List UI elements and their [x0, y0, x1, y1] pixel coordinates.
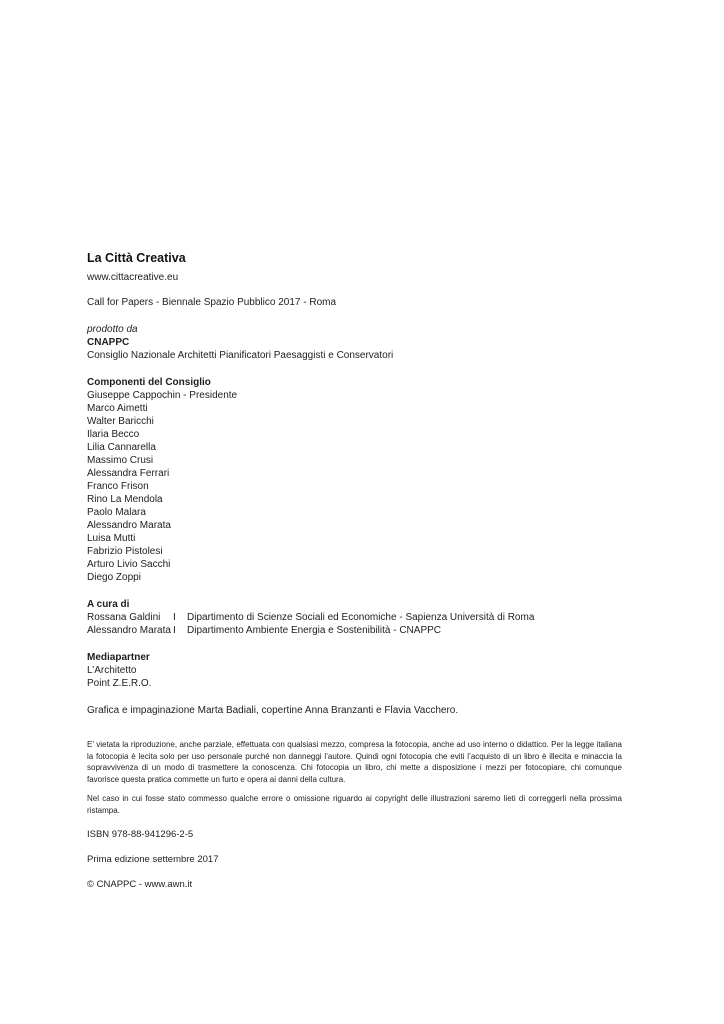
curator-affiliation: Dipartimento Ambiente Energia e Sostenibilità - CNAPPC [187, 625, 442, 636]
curator-separator: I [173, 612, 176, 623]
council-heading: Componenti del Consiglio [87, 377, 211, 388]
media-heading: Mediapartner [87, 652, 150, 663]
council-member: Marco Aimetti [87, 403, 148, 414]
curator-row [87, 611, 647, 624]
copyright-line: © CNAPPC - www.awn.it [87, 879, 193, 890]
curator-affiliation: Dipartimento di Scienze Sociali ed Economiche - Sapienza Università di Roma [187, 612, 535, 623]
council-member: Massimo Crusi [87, 455, 154, 466]
copyright-notice: E’ vietata la riproduzione, anche parziale, effettuata con qualsiasi mezzo, compresa la fotocopia, anche ad uso interno o didattico. Per la legge italiana la fotocopia è lecita solo per uso personale purché non danneggi l’autore. Quindi ogni fotocopia che eviti l’acquisto di un libro è illecita e minaccia la sopravvivenza di un modo di trasmettere la conoscenza. Chi fotocopia un libro, chi mette a disposizione i mezzi per fotocopiare, chi comunque favorisce questa pratica commette un furto e opera ai danni della cultura. [87, 740, 622, 784]
council-member: Rino La Mendola [87, 494, 163, 505]
council-member: Walter Baricchi [87, 416, 154, 427]
council-member: Diego Zoppi [87, 572, 141, 583]
media-partner: Point Z.E.R.O. [87, 678, 152, 689]
book-url: www.cittacreative.eu [87, 272, 179, 283]
producer-label: prodotto da [87, 324, 138, 335]
council-member: Arturo Livio Sacchi [87, 559, 171, 570]
edition: Prima edizione settembre 2017 [87, 854, 219, 865]
errata-notice: Nel caso in cui fosse stato commesso qualche errore o omissione riguardo ai copyright delle illustrazioni saremo lieti di correggerli nella prossima ristampa. [87, 794, 622, 815]
curator-name: Rossana Galdini [87, 612, 161, 623]
producer-full-name: Consiglio Nazionale Architetti Pianificatori Paesaggisti e Conservatori [87, 350, 394, 361]
council-member: Luisa Mutti [87, 533, 136, 544]
curators-heading: A cura di [87, 599, 130, 610]
curator-separator: I [173, 625, 176, 636]
council-member: Alessandro Marata [87, 520, 171, 531]
council-member: Franco Frison [87, 481, 149, 492]
council-member: Lilia Cannarella [87, 442, 156, 453]
media-partner: L’Architetto [87, 665, 137, 676]
curators-list [87, 611, 647, 637]
isbn: ISBN 978-88-941296-2-5 [87, 829, 194, 840]
curator-row [87, 624, 647, 637]
council-member: Paolo Malara [87, 507, 146, 518]
council-member: Ilaria Becco [87, 429, 140, 440]
book-title: La Città Creativa [87, 251, 186, 265]
book-subtitle: Call for Papers - Biennale Spazio Pubblico 2017 - Roma [87, 297, 337, 308]
graphics-credit: Grafica e impaginazione Marta Badiali, copertine Anna Branzanti e Flavia Vacchero. [87, 705, 459, 716]
council-member: Giuseppe Cappochin - Presidente [87, 390, 238, 401]
producer-acronym: CNAPPC [87, 337, 130, 348]
council-member: Fabrizio Pistolesi [87, 546, 163, 557]
council-member: Alessandra Ferrari [87, 468, 170, 479]
council-member-list [87, 389, 647, 584]
curator-name: Alessandro Marata [87, 625, 171, 636]
colophon-page [87, 250, 647, 891]
